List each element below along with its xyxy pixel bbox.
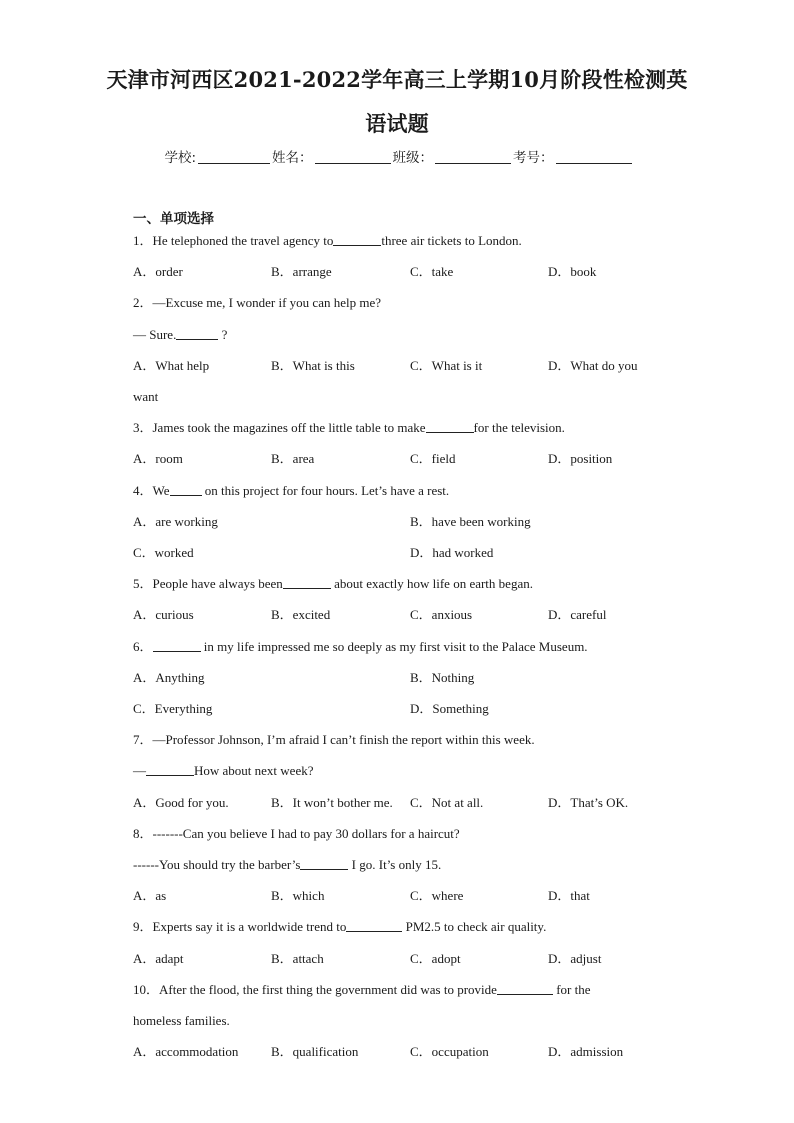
answer-blank xyxy=(333,233,381,246)
stem-text: homeless families. xyxy=(133,1013,230,1028)
question-2-stem-line-1 xyxy=(133,295,381,311)
name-blank[interactable] xyxy=(315,150,391,164)
student-info-row xyxy=(0,146,794,166)
answer-blank xyxy=(146,763,194,776)
question-2-option-b[interactable]: B．What is this xyxy=(271,357,355,373)
question-5-option-c[interactable]: C．anxious xyxy=(410,607,473,623)
question-4-option-c[interactable]: C．worked xyxy=(133,545,194,560)
question-1-option-c[interactable]: C．take xyxy=(410,264,454,280)
class-label: 班级： xyxy=(392,150,434,166)
exam-title-line-1: 天津市河西区2021-2022学年高三上学期10月阶段性检测英 xyxy=(106,67,688,92)
stem-text: ------You should try the barber’s xyxy=(133,857,301,872)
school-label: 学校: xyxy=(164,150,197,166)
stem-text: on this project for four hours. Let’s have a rest. xyxy=(201,482,450,498)
question-7-stem-line-1 xyxy=(133,732,535,748)
question-3-option-a[interactable]: A．room xyxy=(133,451,183,467)
answer-blank xyxy=(170,483,202,496)
stem-text: — Sure. xyxy=(133,326,177,342)
question-10-stem-line-1 xyxy=(133,982,590,998)
question-7-option-b[interactable]: B．It won’t bother me. xyxy=(271,794,393,810)
question-4-option-d[interactable]: D．had worked xyxy=(410,545,494,560)
question-10-option-a[interactable]: A．accommodation xyxy=(133,1044,239,1060)
question-9-option-c[interactable]: C．adopt xyxy=(410,950,461,966)
stem-text: for the television. xyxy=(473,420,565,436)
stem-text: 6． xyxy=(133,638,153,654)
question-3-option-b[interactable]: B．area xyxy=(271,451,315,467)
stem-text: How about next week? xyxy=(194,763,314,779)
question-5-option-a[interactable]: A．curious xyxy=(133,607,194,623)
question-2-stem-line-2 xyxy=(133,327,227,343)
number-blank[interactable] xyxy=(556,150,632,164)
number-label: 考号： xyxy=(513,150,554,166)
answer-blank xyxy=(497,982,553,995)
stem-text: — xyxy=(133,763,146,779)
answer-blank xyxy=(153,639,201,652)
question-1-option-d[interactable]: D．book xyxy=(548,264,597,280)
question-6-stem-line-1 xyxy=(133,639,588,655)
stem-text: 10．After the flood, the first thing the government did was to provide xyxy=(133,981,497,997)
question-7-option-d[interactable]: D．That’s OK. xyxy=(548,794,629,810)
question-10-option-b[interactable]: B．qualification xyxy=(271,1044,359,1060)
section-title: 一、单项选择 xyxy=(133,211,214,227)
stem-text: 4．We xyxy=(133,482,170,498)
question-6-option-a[interactable]: A．Anything xyxy=(133,669,205,685)
question-4-option-a[interactable]: A．are working xyxy=(133,513,218,529)
question-2-option-a[interactable]: A．What help xyxy=(133,357,210,373)
question-9-option-d[interactable]: D．adjust xyxy=(548,950,602,966)
question-2-option-c[interactable]: C．What is it xyxy=(410,357,483,373)
question-8-option-d[interactable]: D．that xyxy=(548,888,590,904)
question-2-option-d[interactable]: D．What do you xyxy=(548,357,638,373)
question-8-stem-line-1 xyxy=(133,826,460,842)
answer-blank xyxy=(346,919,402,932)
exam-title-line-2: 语试题 xyxy=(365,111,429,136)
question-7-option-a[interactable]: A．Good for you. xyxy=(133,794,229,810)
question-1-stem-line-1 xyxy=(133,233,522,249)
name-label: 姓名： xyxy=(272,150,313,166)
question-4-option-b[interactable]: B．have been working xyxy=(410,513,531,529)
question-8-stem-line-2 xyxy=(133,857,441,873)
question-8-option-b[interactable]: B．which xyxy=(271,888,325,904)
question-10-stem-line-2 xyxy=(133,1013,230,1029)
question-8-option-c[interactable]: C．where xyxy=(410,888,464,904)
question-5-stem-line-1 xyxy=(133,576,533,592)
question-1-option-b[interactable]: B．arrange xyxy=(271,264,332,280)
question-8-option-a[interactable]: A．as xyxy=(133,888,167,904)
question-5-option-d[interactable]: D．careful xyxy=(548,607,607,623)
answer-blank xyxy=(283,576,331,589)
question-9-stem-line-1 xyxy=(133,919,546,935)
stem-text: I go. It’s only 15. xyxy=(348,857,442,872)
stem-text: ? xyxy=(218,326,228,342)
answer-blank xyxy=(426,420,474,433)
question-1-option-a[interactable]: A．order xyxy=(133,264,183,280)
answer-blank xyxy=(176,327,218,340)
question-10-option-c[interactable]: C．occupation xyxy=(410,1044,489,1060)
question-2-option-d-wrap[interactable]: want xyxy=(133,389,159,404)
stem-text: 9．Experts say it is a worldwide trend to xyxy=(133,919,347,935)
school-blank[interactable] xyxy=(198,150,270,164)
question-9-option-a[interactable]: A．adapt xyxy=(133,950,184,966)
answer-blank xyxy=(300,857,348,870)
stem-text: PM2.5 to check air quality. xyxy=(402,919,547,935)
stem-text: 5．People have always been xyxy=(133,576,283,592)
stem-text: 2．—Excuse me, I wonder if you can help me? xyxy=(133,295,382,311)
question-7-option-c[interactable]: C．Not at all. xyxy=(410,794,484,810)
question-10-option-d[interactable]: D．admission xyxy=(548,1044,624,1060)
stem-text: 3．James took the magazines off the little table to make xyxy=(133,420,426,436)
question-3-option-d[interactable]: D．position xyxy=(548,451,613,467)
question-6-option-b[interactable]: B．Nothing xyxy=(410,669,475,685)
question-5-option-b[interactable]: B．excited xyxy=(271,607,331,623)
question-4-stem-line-1 xyxy=(133,483,449,499)
question-6-option-c[interactable]: C．Everything xyxy=(133,701,213,716)
class-blank[interactable] xyxy=(435,150,511,164)
stem-text: in my life impressed me so deeply as my first visit to the Palace Museum. xyxy=(200,638,588,654)
question-3-option-c[interactable]: C．field xyxy=(410,451,456,467)
stem-text: 8．-------Can you believe I had to pay 30 dollars for a haircut? xyxy=(133,825,460,841)
stem-text: about exactly how life on earth began. xyxy=(330,576,533,592)
question-3-stem-line-1 xyxy=(133,420,565,436)
question-7-stem-line-2 xyxy=(133,763,314,779)
question-6-option-d[interactable]: D．Something xyxy=(410,701,489,716)
question-9-option-b[interactable]: B．attach xyxy=(271,950,324,966)
stem-text: 1．He telephoned the travel agency to xyxy=(133,233,334,248)
stem-text: three air tickets to London. xyxy=(381,233,522,248)
stem-text: 7．—Professor Johnson, I’m afraid I can’t finish the report within this week. xyxy=(133,732,535,748)
stem-text: for the xyxy=(552,981,591,997)
